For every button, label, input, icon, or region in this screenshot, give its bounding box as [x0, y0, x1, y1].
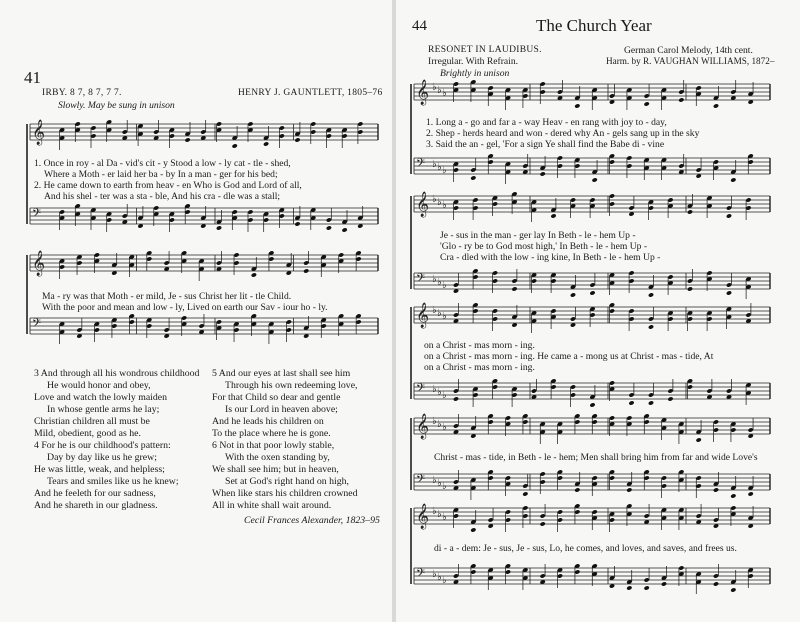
- note-head: [713, 103, 719, 108]
- note-head: [726, 290, 732, 295]
- verse-4: 4 For he is our childhood's pattern: Day by day like us he grew; He was little, weak, and helpless; Tears and smiles like us he knew; And he feeleth for our sadness, And he shareth in our gladness.: [34, 440, 179, 511]
- note-head: [470, 527, 476, 532]
- harmonizer: Harm. by R. VAUGHAN WILLIAMS, 1872–: [606, 56, 775, 66]
- lyric-line: Cra - dled with the low - ing kine, In Beth - le - hem Up -: [440, 252, 661, 263]
- melody-source: German Carol Melody, 14th cent.: [624, 45, 753, 56]
- note-head: [522, 491, 528, 496]
- lyric-line: Where a Moth - er laid her ba - by In a man - ger for his bed;: [44, 169, 278, 180]
- tempo-direction: Brightly in unison: [440, 68, 510, 79]
- note-head: [748, 491, 754, 496]
- page-number: 44: [412, 18, 427, 34]
- flat-icon: ♭: [437, 197, 442, 208]
- lyric-line: And his shel - ter was a sta - ble, And his cra - dle was a stall;: [44, 191, 281, 202]
- flat-icon: ♭: [437, 277, 442, 288]
- lyric-line: on a Christ - mas morn - ing.: [424, 340, 535, 351]
- note-head: [303, 268, 309, 273]
- hymn-author: Cecil Frances Alexander, 1823–95: [244, 515, 380, 526]
- lyric-line: 2. Shep - herds heard and won - dered why An - gels sang up in the sky: [426, 128, 700, 139]
- bass-clef-icon: 𝄢: [32, 317, 42, 333]
- lyric-line: 3. Said the an - gel, 'For a sign Ye shall find the Babe di - vine: [426, 139, 665, 150]
- note-head: [570, 292, 576, 297]
- flat-icon: ♭: [432, 506, 437, 517]
- running-head: The Church Year: [536, 16, 652, 35]
- lyric-line: di - a - dem: Je - sus, Je - sus, Lo, he comes, and loves, and saves, and frees us.: [434, 543, 737, 554]
- note-head: [678, 97, 684, 102]
- bass-clef-icon: 𝄢: [32, 207, 42, 223]
- treble-clef-icon: 𝄞: [416, 504, 430, 529]
- flat-icon: ♭: [442, 390, 447, 401]
- note-head: [185, 137, 191, 142]
- treble-clef-icon: 𝄞: [416, 80, 430, 105]
- flat-icon: ♭: [437, 85, 442, 96]
- note-head: [470, 175, 476, 180]
- flat-icon: ♭: [432, 384, 437, 395]
- flat-icon: ♭: [437, 509, 442, 520]
- note-head: [550, 213, 556, 218]
- meter: Irregular. With Refrain.: [428, 56, 519, 67]
- note-head: [726, 213, 732, 218]
- note-head: [540, 521, 546, 526]
- flat-icon: ♭: [442, 200, 447, 211]
- hymn-number: 41: [24, 68, 41, 87]
- flat-icon: ♭: [437, 387, 442, 398]
- lyric-line: 1. Long a - go and far a - way Heav - en rang with joy to - day,: [426, 117, 667, 128]
- treble-clef-icon: 𝄞: [416, 414, 430, 439]
- note-head: [626, 487, 632, 492]
- note-head: [687, 209, 693, 214]
- lyric-line: With the poor and mean and low - ly, Lived on earth our Sav - iour ho - ly.: [42, 302, 328, 313]
- composer: HENRY J. GAUNTLETT, 1805–76: [238, 88, 383, 98]
- note-head: [511, 286, 517, 291]
- flat-icon: ♭: [442, 311, 447, 322]
- flat-icon: ♭: [437, 419, 442, 430]
- note-head: [713, 581, 719, 586]
- note-head: [626, 585, 632, 590]
- flat-icon: ♭: [432, 82, 437, 93]
- note-head: [730, 587, 736, 592]
- lyric-line: on a Christ - mas morn - ing.: [424, 362, 535, 373]
- flat-icon: ♭: [432, 416, 437, 427]
- flat-icon: ♭: [437, 308, 442, 319]
- note-head: [592, 177, 598, 182]
- flat-icon: ♭: [442, 575, 447, 586]
- note-head: [589, 290, 595, 295]
- note-head: [648, 324, 654, 329]
- bass-clef-icon: 𝄢: [416, 473, 426, 489]
- verse-3: 3 And through all his wondrous childhood He would honor and obey, Love and watch the lowly maiden In whose gentle arms he lay; Christian children all must be Mild, obedient, good as he.: [34, 368, 200, 439]
- verse-6: 6 Not in that poor lowly stable, With the oxen standing by, We shall see him; but in heaven, Set at God's right hand on high, When like stars his children crowned All in white shall wait around.: [212, 440, 358, 511]
- note-head: [644, 101, 650, 106]
- lyric-line: on a Christ - mas morn - ing. He came a - mong us at Christ - mas - tide, At: [424, 351, 714, 362]
- note-head: [294, 137, 300, 142]
- flat-icon: ♭: [442, 88, 447, 99]
- note-head: [251, 272, 257, 277]
- treble-clef-icon: 𝄞: [416, 192, 430, 217]
- flat-icon: ♭: [432, 305, 437, 316]
- flat-icon: ♭: [437, 478, 442, 489]
- note-head: [574, 487, 580, 492]
- note-head: [687, 286, 693, 291]
- flat-icon: ♭: [442, 512, 447, 523]
- flat-icon: ♭: [432, 194, 437, 205]
- bass-clef-icon: 𝄢: [416, 272, 426, 288]
- flat-icon: ♭: [442, 481, 447, 492]
- lyric-line: 1. Once in roy - al Da - vid's cit - y Stood a low - ly cat - tle - shed,: [34, 158, 291, 169]
- note-head: [326, 225, 332, 230]
- note-head: [628, 400, 634, 405]
- tune-name: RESONET IN LAUDIBUS.: [428, 45, 542, 55]
- note-head: [661, 581, 667, 586]
- note-head: [232, 143, 238, 148]
- flat-icon: ♭: [442, 422, 447, 433]
- lyric-line: Je - sus in the man - ger lay In Beth - le - hem Up -: [440, 230, 636, 241]
- note-head: [730, 493, 736, 498]
- note-head: [696, 437, 702, 442]
- lyric-line: 'Glo - ry be to God most high,' In Beth - le - hem Up -: [440, 241, 648, 252]
- bass-clef-icon: 𝄢: [416, 157, 426, 173]
- flat-icon: ♭: [442, 280, 447, 291]
- note-head: [713, 487, 719, 492]
- flat-icon: ♭: [432, 159, 437, 170]
- treble-clef-icon: 𝄞: [416, 303, 430, 328]
- flat-icon: ♭: [432, 274, 437, 285]
- flat-icon: ♭: [437, 572, 442, 583]
- note-head: [648, 292, 654, 297]
- tempo-direction: Slowly. May be sung in unison: [58, 100, 175, 111]
- flat-icon: ♭: [432, 475, 437, 486]
- tune-name: IRBY. 8 7, 8 7, 7 7.: [42, 88, 122, 98]
- lyric-line: Christ - mas - tide, in Beth - le - hem; Men shall bring him from far and wide Love's: [434, 452, 758, 463]
- note-head: [294, 221, 300, 226]
- flat-icon: ♭: [437, 162, 442, 173]
- treble-clef-icon: 𝄞: [32, 251, 46, 276]
- note-head: [453, 396, 459, 401]
- verse-5: 5 And our eyes at last shall see him Through his own redeeming love, For that Child so dear and gentle Is our Lord in heaven above; And he leads his children on To the place where he is gone.: [212, 368, 358, 439]
- note-head: [574, 103, 580, 108]
- note-head: [648, 400, 654, 405]
- flat-icon: ♭: [432, 569, 437, 580]
- note-head: [540, 171, 546, 176]
- note-head: [644, 585, 650, 590]
- note-head: [730, 177, 736, 182]
- note-head: [216, 225, 222, 230]
- bass-clef-icon: 𝄢: [416, 382, 426, 398]
- note-head: [589, 402, 595, 407]
- note-head: [342, 227, 348, 232]
- lyric-line: Ma - ry was that Moth - er mild, Je - sus Christ her lit - tle Child.: [42, 291, 292, 302]
- lyric-line: 2. He came down to earth from heav - en Who is God and Lord of all,: [34, 180, 302, 191]
- note-head: [667, 396, 673, 401]
- flat-icon: ♭: [442, 165, 447, 176]
- note-head: [263, 141, 269, 146]
- bass-clef-icon: 𝄢: [416, 567, 426, 583]
- treble-clef-icon: 𝄞: [32, 120, 46, 145]
